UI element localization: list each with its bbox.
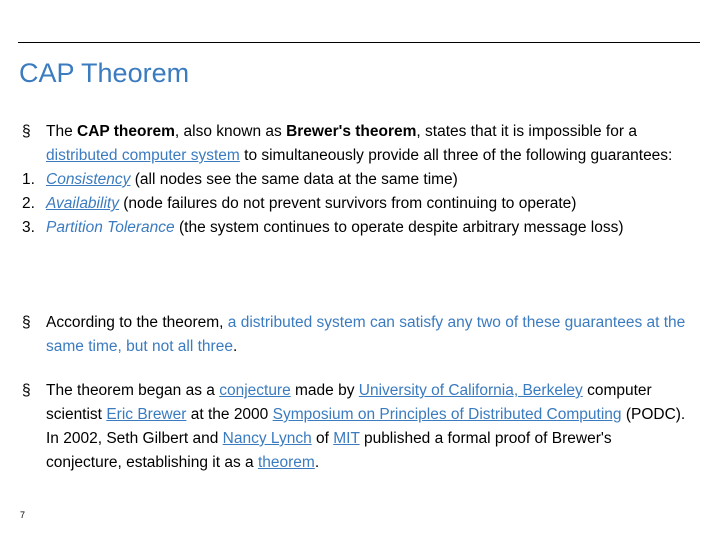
- page-number: 7: [20, 510, 26, 520]
- bullet-icon: §: [22, 382, 31, 399]
- bullet-icon: §: [22, 123, 31, 140]
- top-rule: [18, 42, 700, 43]
- key-statement: a distributed system can satisfy any two of these guarantees at the same time, but not all three: [46, 314, 686, 355]
- link-conjecture[interactable]: conjecture: [219, 382, 291, 399]
- brewers-theorem-term: Brewer's theorem: [286, 123, 417, 140]
- link-availability[interactable]: Availability: [46, 195, 119, 212]
- list-item-consistency: 1. Consistency (all nodes see the same data at the same time): [22, 171, 458, 188]
- bullet-2: § According to the theorem, a distributed system can satisfy any two of these guarantees at the same time, but not all three.: [0, 311, 686, 359]
- link-eric-brewer[interactable]: Eric Brewer: [106, 406, 187, 423]
- bullet-1: § The CAP theorem, also known as Brewer's theorem, states that it is impossible for a distributed computer system to simultaneously provide all three of the following guarantees: 1. Consistency (all nodes see the same data at the same time) 2. Availability (node failures do not prevent survivors from continuing to operate) 3. Partition Tolerance (the system continues to operate despite arbitrary message loss): [0, 120, 686, 240]
- link-uc-berkeley[interactable]: University of California, Berkeley: [358, 382, 583, 399]
- bullet-3: § The theorem began as a conjecture made by University of California, Berkeley computer scientist Eric Brewer at the 2000 Symposium on Principles of Distributed Computing (PODC). In 2002, Seth Gilbert and Nancy Lynch of MIT published a formal proof of Brewer's conjecture, establishing it as a theorem.: [0, 379, 686, 475]
- link-mit[interactable]: MIT: [333, 430, 360, 447]
- link-consistency[interactable]: Consistency: [46, 171, 131, 188]
- link-podc[interactable]: Symposium on Principles of Distributed Computing: [272, 406, 622, 423]
- cap-theorem-term: CAP theorem: [77, 123, 175, 140]
- link-nancy-lynch[interactable]: Nancy Lynch: [222, 430, 312, 447]
- list-item-partition-tolerance: 3. Partition Tolerance (the system continues to operate despite arbitrary message loss): [22, 219, 624, 236]
- link-theorem[interactable]: theorem: [257, 454, 315, 471]
- slide-title: CAP Theorem: [19, 58, 190, 88]
- partition-tolerance-term: Partition Tolerance: [46, 219, 175, 236]
- bullet-icon: §: [22, 314, 31, 331]
- link-distributed-computer-system[interactable]: distributed computer system: [46, 147, 240, 164]
- list-item-availability: 2. Availability (node failures do not prevent survivors from continuing to operate): [22, 195, 577, 212]
